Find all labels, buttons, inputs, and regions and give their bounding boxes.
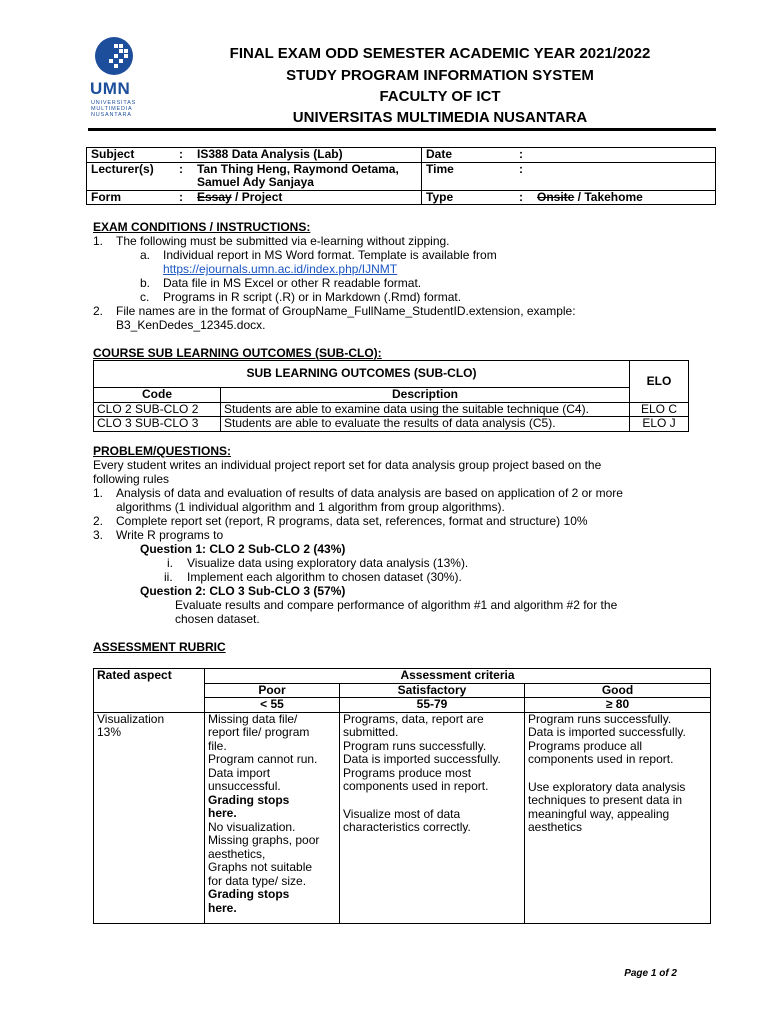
instruction-2a: File names are in the format of GroupName_FullName_StudentID.extension, example: (116, 304, 576, 318)
lecturer-value: Tan Thing Heng, Raymond Oetama, Samuel Ady Sanjaya (193, 162, 422, 190)
time-label: Time (422, 162, 516, 190)
clo-table-title: SUB LEARNING OUTCOMES (SUB-CLO) (94, 361, 630, 388)
lecturer-label: Lecturer(s) (87, 162, 176, 190)
aspect-visualization: Visualization 13% (94, 712, 205, 923)
table-row: CLO 3 SUB-CLO 3 Students are able to evaluate the results of data analysis (C5). ELO J (94, 417, 689, 432)
header-line-2: STUDY PROGRAM INFORMATION SYSTEM (286, 67, 594, 84)
criteria-poor: Missing data file/ report file/ program file. Program cannot run. Data import unsuccessful. Grading stops here. No visualization. Missing graphs, poor aesthetics, Graphs not suitable for data type/ size. Grading stops here. (205, 712, 340, 923)
elo-header: ELO (630, 361, 689, 403)
table-row (94, 712, 711, 923)
rubric-table (93, 668, 711, 924)
range-good: ≥ 80 (525, 698, 711, 713)
problem-intro-2: following rules (93, 472, 170, 486)
problem-1a: Analysis of data and evaluation of results of data analysis are based on application of 2 or more (116, 486, 623, 500)
type-label: Type (422, 190, 516, 205)
clo-heading: COURSE SUB LEARNING OUTCOMES (SUB-CLO): (93, 346, 382, 360)
code-header: Code (94, 388, 221, 403)
problem-intro-1: Every student writes an individual project report set for data analysis group project based on the (93, 458, 602, 472)
rubric-heading: ASSESSMENT RUBRIC (93, 640, 226, 654)
page-number: Page 1 of 2 (624, 968, 677, 979)
header-line-4: UNIVERSITAS MULTIMEDIA NUSANTARA (292, 109, 588, 126)
question-1-ii: Implement each algorithm to chosen dataset (30%). (187, 570, 462, 584)
instruction-2b: B3_KenDedes_12345.docx. (116, 318, 266, 332)
type-value: Onsite / Takehome (533, 190, 716, 205)
rated-aspect-header: Rated aspect (94, 669, 205, 713)
umn-logo-mark (94, 36, 134, 76)
umn-logo (88, 36, 148, 122)
header-line-3: FACULTY OF ICT (379, 88, 501, 105)
problem-heading: PROBLEM/QUESTIONS: (93, 444, 232, 458)
range-satisfactory: 55-79 (340, 698, 525, 713)
question-1-i: Visualize data using exploratory data analysis (13%). (187, 556, 469, 570)
date-value (533, 148, 716, 163)
question-1: Question 1: CLO 2 Sub-CLO 2 (43%) (140, 542, 346, 556)
instruction-1b: Data file in MS Excel or other R readable format. (163, 276, 422, 290)
description-header: Description (221, 388, 630, 403)
header-divider (88, 128, 716, 131)
instruction-1: The following must be submitted via e-learning without zipping. (116, 234, 450, 248)
logo-subtitle-3: NUSANTARA (91, 112, 132, 118)
range-poor: < 55 (205, 698, 340, 713)
instruction-1c: Programs in R script (.R) or in Markdown (.Rmd) format. (163, 290, 462, 304)
subject-label: Subject (87, 148, 176, 163)
criteria-header: Assessment criteria (205, 669, 711, 684)
question-2: Question 2: CLO 3 Sub-CLO 3 (57%) (140, 584, 346, 598)
table-row: CLO 2 SUB-CLO 2 Students are able to examine data using the suitable technique (C4). ELO C (94, 402, 689, 417)
clo-table (93, 360, 689, 432)
form-value: Essay / Project (193, 190, 422, 205)
level-satisfactory: Satisfactory (340, 683, 525, 698)
criteria-satisfactory: Programs, data, report are submitted. Program runs successfully. Data is imported successfully. Programs produce most components used in report. Visualize most of data characteristics correctly. (340, 712, 525, 923)
logo-text: UMN (90, 79, 131, 98)
problem-1b: algorithms (1 individual algorithm and 1 algorithm from group algorithms). (116, 500, 505, 514)
logo-subtitle-2: MULTIMEDIA (91, 106, 133, 112)
exam-info-table: Subject : IS388 Data Analysis (Lab) Date : Lecturer(s) : Tan Thing Heng, Raymond Oetama, Samuel Ady Sanjaya Time : Form : Essay / Project Type : Onsite / Takehome (86, 147, 716, 205)
time-value (533, 162, 716, 190)
level-poor: Poor (205, 683, 340, 698)
instructions-heading: EXAM CONDITIONS / INSTRUCTIONS: (93, 220, 311, 234)
logo-subtitle-1: UNIVERSITAS (91, 100, 137, 106)
problem-2: Complete report set (report, R programs, data set, references, format and structure) 10% (116, 514, 588, 528)
problem-3: Write R programs to (116, 528, 224, 542)
subject-value: IS388 Data Analysis (Lab) (193, 148, 422, 163)
criteria-good: Program runs successfully. Data is imported successfully. Programs produce all components used in report. Use exploratory data analysis techniques to present data in meaningful way, appealing aesthetics (525, 712, 711, 923)
date-label: Date (422, 148, 516, 163)
form-label: Form (87, 190, 176, 205)
instruction-1a: Individual report in MS Word format. Template is available from (163, 248, 497, 262)
question-2-a: Evaluate results and compare performance of algorithm #1 and algorithm #2 for the (175, 598, 618, 612)
question-2-b: chosen dataset. (175, 612, 260, 626)
template-link[interactable]: https://ejournals.umn.ac.id/index.php/IJNMT (163, 262, 398, 276)
level-good: Good (525, 683, 711, 698)
header-line-1: FINAL EXAM ODD SEMESTER ACADEMIC YEAR 2021/2022 (229, 45, 651, 62)
